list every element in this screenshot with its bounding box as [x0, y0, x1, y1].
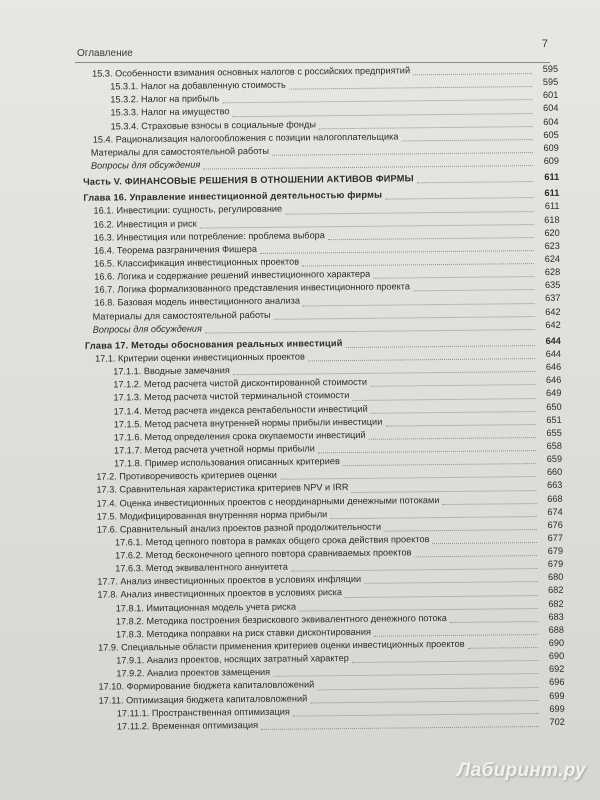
toc-entry-page: 679 — [547, 545, 564, 557]
dot-leader — [205, 316, 535, 334]
toc-entry-title: 17.1.5. Метод расчета внутренней нормы прибыли инвестиции — [113, 416, 383, 430]
toc-entry-page: 683 — [548, 611, 564, 622]
toc-entry-page: 677 — [547, 532, 563, 543]
toc-entry-title: Материалы для самостоятельной работы — [92, 309, 271, 322]
toc-entry-title: Материалы для самостоятельной работы — [90, 145, 269, 158]
toc-entry-title: Часть V. ФИНАНСОВЫЕ РЕШЕНИЯ В ОТНОШЕНИИ АКТИВОВ ФИРМЫ — [83, 173, 414, 187]
toc-entry-title: 15.3. Особенности взимания основных налогов с российских предприятий — [92, 65, 411, 79]
toc-entry-title: 17.2. Противоречивость критериев оценки — [96, 469, 277, 482]
toc-entry-title: 17.7. Анализ инвестиционных проектов в условиях инфляции — [97, 574, 362, 588]
toc-entry-page: 609 — [543, 155, 560, 166]
toc-entry-title: 17.8.2. Методика построения безрискового эквивалентного денежного потока — [115, 612, 447, 627]
toc-entry-title: 15.3.1. Налог на добавленную стоимость — [110, 79, 286, 92]
toc-entry-page: 628 — [544, 266, 561, 278]
toc-entry-page: 676 — [547, 519, 563, 530]
toc-entry-page: 618 — [544, 214, 560, 225]
toc-entry-page: 651 — [546, 414, 562, 425]
toc-entry-page: 609 — [543, 142, 559, 153]
toc-entry-page: 604 — [543, 103, 559, 114]
toc-entry-page: 623 — [544, 240, 560, 251]
toc-entry-title: 17.1.2. Метод расчета чистой дисконтированной стоимости — [113, 377, 368, 390]
toc-entry-page: 696 — [549, 677, 565, 688]
toc-entry-title: 17.1. Критерии оценки инвестиционных проектов — [94, 351, 305, 364]
toc-entry-page: 699 — [549, 690, 565, 701]
toc-entry-title: 17.1.7. Метод расчета учетной нормы прибыли — [113, 443, 315, 456]
toc-entry-page: 649 — [546, 388, 562, 399]
toc-entry-page: 679 — [547, 558, 564, 570]
toc-entry-title: 17.5. Модифицированная внутренняя норма прибыли — [96, 508, 328, 522]
toc-entry-title: Вопросы для обсуждения — [92, 323, 202, 335]
toc-entry-title: 17.8.3. Методика поправки на риск ставки дисконтирования — [115, 626, 372, 640]
toc-entry-page: 650 — [546, 401, 562, 412]
toc-entry-title: 17.9. Специальные области применения критериев оценки инвестиционных проектов — [98, 638, 465, 653]
toc-entry-title: 17.8.1. Имитационная модель учета риска — [115, 601, 297, 614]
toc-entry-page: 663 — [547, 480, 563, 491]
toc-entry-page: 682 — [548, 585, 564, 596]
toc-entry-title: 17.6. Сравнительный анализ проектов разной продолжительности — [96, 521, 382, 535]
toc-entry-title: 16.8. Базовая модель инвестиционного анализа — [94, 295, 300, 309]
toc-entry-page: 690 — [548, 637, 565, 648]
toc-entry-page: 699 — [549, 703, 565, 714]
toc-entry-page: 674 — [547, 506, 563, 517]
toc-entry-title: 17.6.3. Метод эквивалентного аннуитета — [115, 561, 288, 574]
toc-entry-title: 16.6. Логика и содержание решений инвестиционного характера — [94, 268, 371, 282]
toc-entry-title: 17.4. Оценка инвестиционных проектов с неординарными денежными потоками — [96, 494, 440, 509]
toc-entry-title: 16.2. Инвестиция и риск — [93, 218, 197, 230]
toc-entry-title: 16.3. Инвестиция или потребление: проблема выбора — [93, 229, 325, 243]
toc-entry-title: 17.11.2. Временная оптимизация — [116, 719, 259, 732]
toc-entry-page: 680 — [547, 572, 564, 583]
toc-entry-page: 690 — [548, 650, 565, 662]
toc-entry-page: 659 — [546, 453, 563, 465]
page-number: 7 — [541, 38, 548, 50]
toc-entry-page: 604 — [543, 116, 559, 127]
toc-entry-title: 17.1.3. Метод расчета чистой терминальной стоимости — [113, 390, 350, 403]
toc-entry-page: 635 — [544, 280, 561, 291]
toc-entry-page: 682 — [548, 598, 564, 609]
toc-entry-title: 16.4. Теорема разграничения Фишера — [93, 243, 258, 256]
toc-entry-title: 17.6.2. Метод бесконечного цепного повтора сравниваемых проектов — [115, 547, 412, 561]
toc-entry-page: 692 — [548, 664, 565, 675]
toc-entry-page: 624 — [544, 253, 561, 264]
toc-entry-page: 620 — [544, 227, 560, 238]
table-of-contents — [62, 63, 565, 734]
toc-entry-title: 15.3.3. Налог на имущество — [110, 106, 230, 118]
toc-entry-page: 595 — [542, 63, 559, 74]
dot-leader — [261, 713, 539, 730]
header-section-title: Оглавление — [77, 48, 133, 59]
toc-entry-title: 17.8. Анализ инвестиционных проектов в условиях риска — [97, 587, 343, 601]
toc-entry-title: 17.10. Формирование бюджета капиталовложений — [98, 679, 315, 693]
toc-entry-page: 646 — [545, 375, 562, 386]
toc-entry-title: 17.9.2. Анализ проектов замещения — [116, 667, 271, 679]
toc-entry-page: 644 — [545, 335, 561, 346]
toc-entry-page: 642 — [545, 306, 561, 317]
toc-entry-page: 702 — [549, 716, 565, 727]
toc-entry-title: 16.5. Классификация инвестиционных проектов — [93, 256, 300, 269]
toc-entry-title: 17.11. Оптимизация бюджета капиталовложений — [98, 693, 308, 706]
toc-entry-page: 601 — [542, 90, 559, 101]
toc-entry-title: Глава 16. Управление инвестиционной деятельностью фирмы — [83, 189, 383, 204]
toc-entry-title: 16.7. Логика формализованного представления инвестиционного проекта — [94, 281, 411, 295]
toc-entry-title: 17.1.4. Метод расчета индекса рентабельности инвестиций — [113, 403, 368, 416]
toc-entry-page: 595 — [542, 76, 559, 88]
toc-entry-page: 644 — [545, 348, 562, 359]
toc-entry-page: 658 — [546, 440, 563, 451]
toc-entry-page: 688 — [548, 624, 564, 635]
toc-entry-title: 16.1. Инвестиции: сущность, регулирование — [93, 204, 283, 217]
toc-entry-title: Глава 17. Методы обоснования реальных инвестиций — [84, 337, 343, 351]
toc-entry-page: 611 — [544, 201, 560, 212]
toc-entry-title: 15.3.4. Страховые взносы в социальные фонды — [110, 118, 316, 132]
toc-entry-title: 17.9.1. Анализ проектов, носящих затратный характер — [116, 653, 349, 666]
toc-entry-title: 15.3.2. Налог на прибыль — [110, 93, 220, 105]
toc-entry-title: Вопросы для обсуждения — [90, 159, 201, 171]
toc-entry-title: 17.1.8. Пример использования описанных критериев — [114, 456, 340, 469]
toc-entry-page: 611 — [544, 171, 560, 183]
toc-entry-page: 637 — [545, 293, 561, 304]
toc-entry-title: 17.1.6. Метод определения срока окупаемости инвестиций — [113, 429, 366, 443]
toc-entry-page: 611 — [544, 188, 560, 199]
watermark-logo: Лабиринт.ру — [457, 760, 586, 781]
toc-entry-title: 17.3. Сравнительная характеристика критериев NPV и IRR — [96, 482, 349, 496]
toc-entry-title: 17.6.1. Метод цепного повтора в рамках общего срока действия проектов — [114, 534, 430, 548]
toc-entry-title: 17.1.1. Вводные замечания — [113, 365, 230, 377]
toc-entry-page: 642 — [545, 319, 561, 330]
toc-entry-page: 660 — [546, 467, 563, 478]
toc-entry-title: 17.11.1. Пространственная оптимизация — [116, 706, 290, 719]
dot-leader — [417, 168, 533, 183]
toc-entry-page: 655 — [546, 427, 562, 438]
toc-entry-page: 668 — [547, 493, 563, 504]
toc-entry-page: 646 — [545, 361, 562, 373]
toc-entry-title: 15.4. Рационализация налогообложения с позиции налогоплательщика — [92, 131, 399, 145]
toc-entry-page: 605 — [543, 129, 559, 140]
dot-leader — [203, 152, 533, 170]
